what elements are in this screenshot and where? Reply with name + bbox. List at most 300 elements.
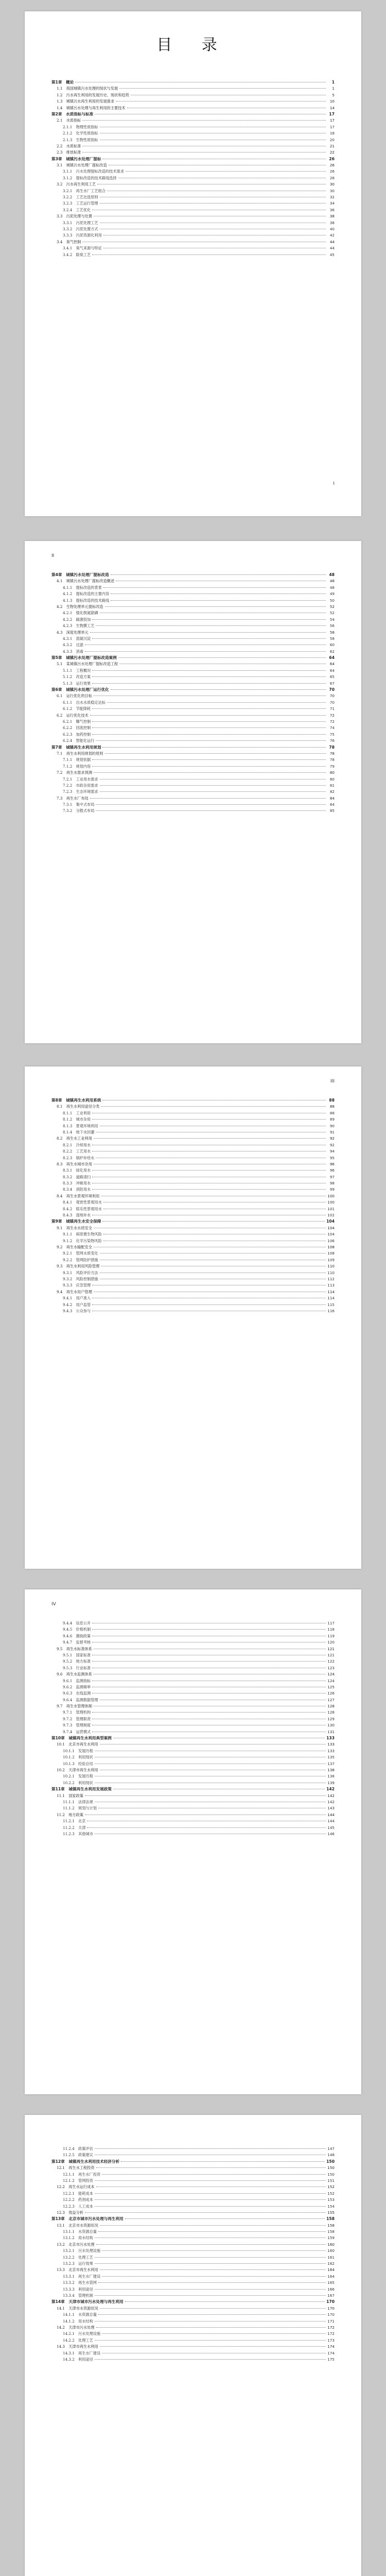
toc-entry-title: 13.1 北京市水资源状况 xyxy=(57,2223,98,2228)
toc-entry-title: 11.2.4 政策评估 xyxy=(63,2146,93,2151)
toc-subsection-entry[interactable] xyxy=(51,137,335,143)
toc-chapter-entry[interactable] xyxy=(51,2216,335,2222)
toc-entry-page: 114 xyxy=(327,1296,335,1301)
toc-subsection-entry[interactable] xyxy=(51,623,335,629)
toc-subsection-entry[interactable] xyxy=(51,1270,335,1276)
toc-entry-title: 5.1.2 改造方案 xyxy=(63,674,91,680)
dot-leader xyxy=(90,632,326,633)
toc-entry-page: 30 xyxy=(329,182,335,187)
toc-entry-title: 第14章 天津市城市污水处理与再生利用 xyxy=(51,2299,124,2304)
toc-section-entry[interactable] xyxy=(51,2344,335,2350)
toc-section-entry[interactable] xyxy=(51,2306,335,2312)
toc-section-entry[interactable] xyxy=(51,1136,335,1142)
toc-entry-page: 116 xyxy=(327,1308,335,1313)
toc-entry-page: 58 xyxy=(329,636,335,641)
toc-entry-page: 158 xyxy=(326,2216,335,2222)
toc-section-entry[interactable] xyxy=(51,1767,335,1773)
toc-section-entry[interactable] xyxy=(51,578,335,584)
toc-subsection-entry[interactable] xyxy=(51,245,335,251)
toc-subsection-entry[interactable] xyxy=(51,1250,335,1257)
toc-subsection-entry[interactable] xyxy=(51,783,335,789)
toc-entry-page: 64 xyxy=(329,662,335,667)
dot-leader xyxy=(95,2193,326,2194)
toc-entry-title: 8.2 再生水工业利用 xyxy=(57,1136,92,1141)
toc-entry-title: 1.1 我国城镇污水处理的现状与发展 xyxy=(57,86,118,91)
toc-subsection-entry[interactable] xyxy=(51,1257,335,1263)
toc-entry-page: 164 xyxy=(327,2267,335,2273)
toc-subsection-entry[interactable] xyxy=(51,649,335,655)
dot-leader xyxy=(92,708,326,709)
toc-subsection-entry[interactable] xyxy=(51,674,335,680)
toc-subsection-entry[interactable] xyxy=(51,207,335,213)
toc-subsection-entry[interactable] xyxy=(51,2274,335,2280)
toc-subsection-entry[interactable] xyxy=(51,1276,335,1282)
toc-entry-title: 12.1.1 再生水厂投资 xyxy=(63,2172,101,2177)
toc-entry-title: 9.7 再生水管理体制 xyxy=(57,1704,92,1709)
toc-section-entry[interactable] xyxy=(51,98,335,105)
toc-entry-page: 20 xyxy=(329,137,335,142)
toc-subsection-entry[interactable] xyxy=(51,1295,335,1301)
toc-subsection-entry[interactable] xyxy=(51,617,335,623)
toc-entry-title: 11.1 国家政策 xyxy=(57,1793,83,1798)
dot-leader xyxy=(95,2206,326,2207)
toc-entry-title: 14.2.2 处理工艺 xyxy=(63,2337,93,2343)
toc-section-entry[interactable] xyxy=(51,2242,335,2248)
toc-chapter-entry[interactable] xyxy=(51,1097,335,1104)
toc-subsection-entry[interactable] xyxy=(51,802,335,808)
toc-subsection-entry[interactable] xyxy=(51,764,335,770)
toc-entry-page: 127 xyxy=(327,1697,335,1702)
dot-leader xyxy=(95,2148,326,2149)
toc-chapter-entry[interactable] xyxy=(51,744,335,751)
toc-entry-title: 第13章 北京市城市污水处理与再生利用 xyxy=(51,2216,124,2222)
toc-list xyxy=(51,572,335,815)
toc-section-entry[interactable] xyxy=(51,713,335,719)
toc-entry-title: 12.2.1 能耗成本 xyxy=(63,2191,93,2196)
toc-subsection-entry[interactable] xyxy=(51,252,335,258)
toc-subsection-entry[interactable] xyxy=(51,2172,335,2178)
toc-subsection-entry[interactable] xyxy=(51,194,335,200)
toc-entry-title: 14.3.2 利用途径 xyxy=(63,2357,93,2362)
toc-section-entry[interactable] xyxy=(51,105,335,111)
toc-entry-page: 18 xyxy=(329,131,335,136)
toc-subsection-entry[interactable] xyxy=(51,2293,335,2299)
toc-entry-page: 160 xyxy=(327,2242,335,2247)
toc-entry-title: 11.2.3 其他城市 xyxy=(63,1831,93,1836)
toc-entry-title: 8.4.1 观赏性景观用水 xyxy=(63,1200,102,1205)
toc-entry-title: 12.1 再生水工程投资 xyxy=(57,2165,95,2171)
toc-entry-page: 124 xyxy=(327,1678,335,1683)
toc-section-entry[interactable] xyxy=(51,92,335,98)
toc-entry-page: 162 xyxy=(327,2261,335,2266)
toc-subsection-entry[interactable] xyxy=(51,808,335,814)
page-number: I xyxy=(333,481,335,486)
toc-subsection-entry[interactable] xyxy=(51,757,335,763)
toc-subsection-entry[interactable] xyxy=(51,2152,335,2158)
toc-subsection-entry[interactable] xyxy=(51,2178,335,2184)
toc-section-entry[interactable] xyxy=(51,1263,335,1269)
toc-subsection-entry[interactable] xyxy=(51,598,335,604)
toc-entry-page: 74 xyxy=(329,725,335,731)
toc-subsection-entry[interactable] xyxy=(51,668,335,674)
toc-entry-page: 71 xyxy=(329,706,335,711)
toc-subsection-entry[interactable] xyxy=(51,1761,335,1767)
toc-subsection-entry[interactable] xyxy=(51,1116,335,1123)
toc-subsection-entry[interactable] xyxy=(51,1684,335,1690)
toc-entry-page: 154 xyxy=(327,2204,335,2209)
toc-subsection-entry[interactable] xyxy=(51,175,335,181)
toc-entry-title: 13.2.3 运行效果 xyxy=(63,2261,93,2266)
toc-entry-page: 54 xyxy=(329,617,335,622)
toc-entry-page: 118 xyxy=(327,1627,335,1632)
toc-entry-title: 4.3.3 消毒 xyxy=(63,649,83,654)
toc-section-entry[interactable] xyxy=(51,2223,335,2229)
toc-section-entry[interactable] xyxy=(51,630,335,636)
toc-subsection-entry[interactable] xyxy=(51,1187,335,1193)
toc-subsection-entry[interactable] xyxy=(51,700,335,706)
toc-entry-page: 159 xyxy=(327,2235,335,2241)
toc-entry-page: 88 xyxy=(329,1098,335,1103)
toc-chapter-entry[interactable] xyxy=(51,1735,335,1741)
dot-leader xyxy=(92,1189,326,1190)
toc-entry-page: 148 xyxy=(327,2153,335,2158)
toc-entry-title: 第3章 城镇污水处理厂提标 xyxy=(51,156,101,161)
toc-section-entry[interactable] xyxy=(51,2267,335,2273)
toc-chapter-entry[interactable] xyxy=(51,2299,335,2305)
toc-subsection-entry[interactable] xyxy=(51,591,335,597)
toc-subsection-entry[interactable] xyxy=(51,1799,335,1805)
toc-entry-page: 138 xyxy=(327,1774,335,1779)
toc-entry-page: 38 xyxy=(329,214,335,219)
toc-subsection-entry[interactable] xyxy=(51,706,335,712)
toc-section-entry[interactable] xyxy=(51,795,335,802)
toc-entry-title: 8.2.1 冷却用水 xyxy=(63,1142,91,1147)
toc-subsection-entry[interactable] xyxy=(51,1773,335,1780)
toc-entry-title: 第4章 城镇污水处理厂提标改造 xyxy=(51,572,109,577)
toc-subsection-entry[interactable] xyxy=(51,1167,335,1174)
toc-subsection-entry[interactable] xyxy=(51,1302,335,1308)
toc-entry-page: 133 xyxy=(327,1748,335,1753)
toc-entry-page: 108 xyxy=(327,1244,335,1249)
toc-page-4 xyxy=(25,1589,361,2094)
toc-entry-page: 128 xyxy=(327,1710,335,1715)
toc-entry-page: 89 xyxy=(329,1117,335,1122)
toc-section-entry[interactable] xyxy=(51,1289,335,1295)
toc-entry-page: 104 xyxy=(326,1219,335,1224)
toc-subsection-entry[interactable] xyxy=(51,2255,335,2261)
toc-subsection-entry[interactable] xyxy=(51,585,335,591)
toc-subsection-entry[interactable] xyxy=(51,1805,335,1811)
toc-entry-title: 1.3 城镇污水再生利用的发展需求 xyxy=(57,99,115,104)
toc-section-entry[interactable] xyxy=(51,1812,335,1818)
toc-subsection-entry[interactable] xyxy=(51,1174,335,1180)
toc-section-entry[interactable] xyxy=(51,2210,335,2216)
toc-subsection-entry[interactable] xyxy=(51,1754,335,1760)
toc-entry-page: 153 xyxy=(327,2197,335,2202)
toc-section-entry[interactable] xyxy=(51,1793,335,1799)
toc-subsection-entry[interactable] xyxy=(51,610,335,616)
toc-subsection-entry[interactable] xyxy=(51,220,335,226)
toc-subsection-entry[interactable] xyxy=(51,732,335,738)
toc-entry-page: 108 xyxy=(327,1251,335,1256)
toc-subsection-entry[interactable] xyxy=(51,2191,335,2197)
toc-entry-page: 102 xyxy=(327,1213,335,1218)
dot-leader xyxy=(92,638,326,639)
toc-subsection-entry[interactable] xyxy=(51,1652,335,1658)
toc-entry-page: 42 xyxy=(329,233,335,238)
toc-entry-title: 8.1.3 景观环境利用 xyxy=(63,1123,98,1128)
toc-subsection-entry[interactable] xyxy=(51,1748,335,1754)
toc-entry-title: 9.4.7 监督考核 xyxy=(63,1640,91,1645)
toc-subsection-entry[interactable] xyxy=(51,1212,335,1218)
toc-entry-title: 11.2 地方政策 xyxy=(57,1812,83,1817)
toc-subsection-entry[interactable] xyxy=(51,2235,335,2241)
toc-subsection-entry[interactable] xyxy=(51,1729,335,1735)
toc-section-entry[interactable] xyxy=(51,770,335,776)
dot-leader xyxy=(87,1827,326,1828)
toc-entry-page: 95 xyxy=(329,1155,335,1160)
toc-subsection-entry[interactable] xyxy=(51,738,335,744)
toc-entry-title: 8.4.3 湿地补水 xyxy=(63,1213,91,1218)
toc-section-entry[interactable] xyxy=(51,143,335,149)
toc-chapter-entry[interactable] xyxy=(51,655,335,661)
toc-subsection-entry[interactable] xyxy=(51,232,335,239)
toc-subsection-entry[interactable] xyxy=(51,681,335,687)
toc-subsection-entry[interactable] xyxy=(51,642,335,648)
dot-leader xyxy=(119,88,326,89)
toc-subsection-entry[interactable] xyxy=(51,1148,335,1155)
toc-entry-title: 9.3.2 风险控制措施 xyxy=(63,1276,98,1281)
toc-subsection-entry[interactable] xyxy=(51,1818,335,1824)
toc-chapter-entry[interactable] xyxy=(51,111,335,117)
toc-section-entry[interactable] xyxy=(51,2184,335,2190)
toc-subsection-entry[interactable] xyxy=(51,2318,335,2325)
toc-entry-title: 9.4.1 用户准入 xyxy=(63,1296,91,1301)
dot-leader xyxy=(92,734,326,735)
toc-entry-title: 9.5.1 国家标准 xyxy=(63,1652,91,1657)
toc-subsection-entry[interactable] xyxy=(51,1626,335,1633)
toc-entry-title: 7.3 再生水厂布局 xyxy=(57,795,89,801)
toc-chapter-entry[interactable] xyxy=(51,156,335,162)
toc-section-entry[interactable] xyxy=(51,693,335,699)
toc-section-entry[interactable] xyxy=(51,1244,335,1250)
toc-chapter-entry[interactable] xyxy=(51,1218,335,1225)
toc-section-entry[interactable] xyxy=(51,1225,335,1231)
toc-section-entry[interactable] xyxy=(51,2165,335,2171)
toc-chapter-entry[interactable] xyxy=(51,79,335,86)
toc-subsection-entry[interactable] xyxy=(51,1639,335,1646)
toc-subsection-entry[interactable] xyxy=(51,725,335,731)
toc-subsection-entry[interactable] xyxy=(51,1129,335,1136)
toc-section-entry[interactable] xyxy=(51,1646,335,1652)
toc-subsection-entry[interactable] xyxy=(51,1780,335,1786)
toc-subsection-entry[interactable] xyxy=(51,1308,335,1314)
toc-subsection-entry[interactable] xyxy=(51,2286,335,2293)
toc-section-entry[interactable] xyxy=(51,117,335,124)
toc-subsection-entry[interactable] xyxy=(51,1206,335,1212)
toc-subsection-entry[interactable] xyxy=(51,1238,335,1244)
toc-subsection-entry[interactable] xyxy=(51,776,335,783)
toc-entry-title: 8.1.1 工业利用 xyxy=(63,1110,91,1115)
dot-leader xyxy=(92,670,326,671)
toc-subsection-entry[interactable] xyxy=(51,1658,335,1665)
toc-subsection-entry[interactable] xyxy=(51,2229,335,2235)
toc-entry-page: 80 xyxy=(329,776,335,782)
dot-leader xyxy=(100,2346,326,2347)
toc-section-entry[interactable] xyxy=(51,239,335,245)
toc-subsection-entry[interactable] xyxy=(51,2204,335,2210)
toc-section-entry[interactable] xyxy=(51,604,335,610)
dot-leader xyxy=(94,1138,326,1139)
toc-subsection-entry[interactable] xyxy=(51,2197,335,2203)
toc-section-entry[interactable] xyxy=(51,1671,335,1677)
toc-chapter-entry[interactable] xyxy=(51,687,335,693)
toc-subsection-entry[interactable] xyxy=(51,1825,335,1831)
toc-subsection-entry[interactable] xyxy=(51,1180,335,1187)
toc-section-entry[interactable] xyxy=(51,1161,335,1167)
toc-subsection-entry[interactable] xyxy=(51,1620,335,1626)
toc-list xyxy=(51,1097,335,1314)
toc-entry-title: 4.1.2 提标改造的主要内容 xyxy=(63,591,110,597)
toc-section-entry[interactable] xyxy=(51,149,335,156)
toc-subsection-entry[interactable] xyxy=(51,719,335,725)
toc-subsection-entry[interactable] xyxy=(51,2261,335,2267)
toc-entry-title: 第10章 城镇再生水利用典型案例 xyxy=(51,1736,112,1741)
page-title: 目 录 xyxy=(156,36,230,54)
toc-entry-page: 126 xyxy=(327,1691,335,1696)
toc-entry-title: 3.1.2 提标改造的技术路线选择 xyxy=(63,175,117,180)
toc-entry-page: 38 xyxy=(329,220,335,225)
toc-subsection-entry[interactable] xyxy=(51,200,335,207)
toc-subsection-entry[interactable] xyxy=(51,2146,335,2152)
toc-section-entry[interactable] xyxy=(51,86,335,92)
toc-entry-title: 13.3.3 利用途径 xyxy=(63,2286,93,2292)
toc-entry-title: 9.7.2 管理职责 xyxy=(63,1716,91,1721)
toc-subsection-entry[interactable] xyxy=(51,2337,335,2344)
toc-section-entry[interactable] xyxy=(51,1703,335,1709)
toc-subsection-entry[interactable] xyxy=(51,2357,335,2363)
toc-subsection-entry[interactable] xyxy=(51,1110,335,1116)
toc-entry-title: 12.2.3 人工成本 xyxy=(63,2204,93,2209)
dot-leader xyxy=(92,727,326,728)
toc-chapter-entry[interactable] xyxy=(51,572,335,578)
toc-entry-title: 7.1.1 规划依据 xyxy=(63,757,91,762)
toc-section-entry[interactable] xyxy=(51,2325,335,2331)
toc-section-entry[interactable] xyxy=(51,1193,335,1199)
toc-entry-page: 28 xyxy=(329,175,335,180)
page-number: II xyxy=(51,553,55,558)
toc-entry-page: 151 xyxy=(327,2178,335,2183)
dot-leader xyxy=(100,2269,326,2270)
toc-subsection-entry[interactable] xyxy=(51,789,335,795)
toc-entry-page: 110 xyxy=(327,1264,335,1269)
toc-subsection-entry[interactable] xyxy=(51,168,335,175)
toc-subsection-entry[interactable] xyxy=(51,2248,335,2254)
toc-entry-page: 113 xyxy=(327,1283,335,1288)
toc-entry-page: 96 xyxy=(329,1161,335,1166)
toc-entry-title: 10.2.1 发展历程 xyxy=(63,1774,93,1779)
toc-chapter-entry[interactable] xyxy=(51,1786,335,1792)
toc-entry-page: 64 xyxy=(329,655,335,660)
toc-subsection-entry[interactable] xyxy=(51,2331,335,2337)
toc-section-entry[interactable] xyxy=(51,751,335,757)
toc-subsection-entry[interactable] xyxy=(51,2280,335,2286)
toc-subsection-entry[interactable] xyxy=(51,1199,335,1206)
toc-subsection-entry[interactable] xyxy=(51,1722,335,1728)
toc-subsection-entry[interactable] xyxy=(51,124,335,130)
toc-entry-page: 115 xyxy=(327,1302,335,1307)
toc-subsection-entry[interactable] xyxy=(51,188,335,194)
dot-leader xyxy=(100,785,326,786)
toc-entry-page: 5 xyxy=(332,92,335,97)
toc-entry-page: 48 xyxy=(329,579,335,584)
toc-entry-page: 142 xyxy=(327,1793,335,1798)
toc-entry-page: 174 xyxy=(327,2350,335,2355)
toc-subsection-entry[interactable] xyxy=(51,1716,335,1722)
toc-section-entry[interactable] xyxy=(51,1741,335,1748)
dot-leader xyxy=(96,625,326,626)
toc-entry-page: 123 xyxy=(327,1665,335,1670)
toc-section-entry[interactable] xyxy=(51,1104,335,1110)
toc-entry-page: 142 xyxy=(327,1799,335,1804)
toc-entry-page: 137 xyxy=(327,1761,335,1766)
toc-subsection-entry[interactable] xyxy=(51,2312,335,2318)
toc-subsection-entry[interactable] xyxy=(51,2350,335,2357)
toc-section-entry[interactable] xyxy=(51,162,335,168)
toc-subsection-entry[interactable] xyxy=(51,1697,335,1703)
toc-entry-title: 2.1.1 物理性质指标 xyxy=(63,124,98,129)
toc-entry-title: 5.1.3 运行效果 xyxy=(63,681,91,686)
toc-subsection-entry[interactable] xyxy=(51,1155,335,1161)
toc-entry-title: 4.2.2 碳源投加 xyxy=(63,617,91,622)
toc-subsection-entry[interactable] xyxy=(51,1633,335,1639)
toc-subsection-entry[interactable] xyxy=(51,226,335,232)
dot-leader xyxy=(96,740,326,741)
toc-entry-page: 34 xyxy=(329,201,335,206)
toc-entry-title: 9.5.2 地方标准 xyxy=(63,1659,91,1664)
toc-subsection-entry[interactable] xyxy=(51,130,335,137)
toc-entry-title: 12.3 效益分析 xyxy=(57,2210,83,2215)
toc-entry-page: 70 xyxy=(329,687,335,692)
toc-subsection-entry[interactable] xyxy=(51,1142,335,1148)
dot-leader xyxy=(102,1221,325,1222)
toc-subsection-entry[interactable] xyxy=(51,1678,335,1684)
toc-subsection-entry[interactable] xyxy=(51,1831,335,1837)
toc-entry-page: 121 xyxy=(327,1646,335,1651)
toc-chapter-entry[interactable] xyxy=(51,2159,335,2165)
toc-entry-page: 99 xyxy=(329,1187,335,1192)
toc-subsection-entry[interactable] xyxy=(51,636,335,642)
toc-subsection-entry[interactable] xyxy=(51,1709,335,1716)
toc-section-entry[interactable] xyxy=(51,181,335,188)
toc-entry-page: 84 xyxy=(329,795,335,801)
toc-subsection-entry[interactable] xyxy=(51,1665,335,1671)
dot-leader xyxy=(90,798,326,799)
toc-subsection-entry[interactable] xyxy=(51,1231,335,1238)
toc-subsection-entry[interactable] xyxy=(51,1123,335,1129)
toc-subsection-entry[interactable] xyxy=(51,1690,335,1697)
toc-entry-title: 3.2.4 工艺优化 xyxy=(63,207,91,212)
toc-entry-page: 104 xyxy=(327,1232,335,1237)
toc-entry-title: 13.2.2 处理工艺 xyxy=(63,2255,93,2260)
toc-section-entry[interactable] xyxy=(51,213,335,219)
toc-subsection-entry[interactable] xyxy=(51,1282,335,1289)
toc-section-entry[interactable] xyxy=(51,661,335,667)
toc-entry-title: 第11章 城镇再生水利用发展政策 xyxy=(51,1787,112,1792)
toc-entry-page: 97 xyxy=(329,1174,335,1179)
toc-entry-title: 13.3 北京市再生水利用 xyxy=(57,2267,98,2273)
toc-entry-page: 164 xyxy=(327,2274,335,2279)
